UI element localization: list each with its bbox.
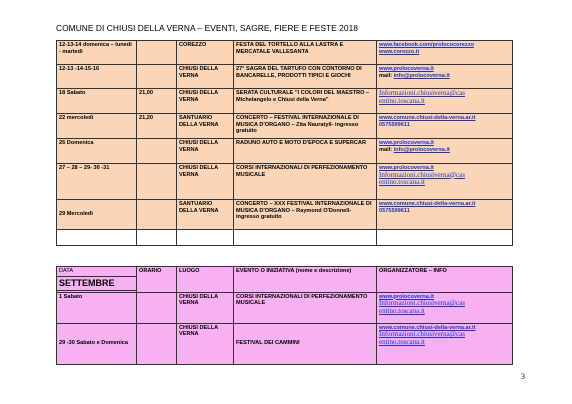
- event-place: CHIUSI DELLA VERNA: [177, 89, 234, 114]
- event-place: CHIUSI DELLA VERNA: [177, 323, 234, 364]
- page-title: COMUNE DI CHIUSI DELLA VERNA – EVENTI, SAGRE, FIERE E FESTE 2018: [56, 23, 358, 33]
- mail-label: mail:: [379, 72, 394, 79]
- event-description: CONCERTO – XXX FESTIVAL INTERNAZIONALE DI MUSICA D'ORGANO – Raymond O'Donnell- ingresso gratuito: [234, 200, 377, 230]
- website-link[interactable]: www.comune.chiusi-della-verna.ar.it: [379, 115, 476, 121]
- event-place: SANTUARIO DELLA VERNA: [177, 114, 234, 139]
- event-description: CORSI INTERNAZIONALI DI PERFEZIONAMENTO MUSICALE: [234, 164, 377, 200]
- event-organizer: [377, 164, 513, 200]
- event-organizer: [377, 292, 513, 323]
- event-description: SERATA CULTURALE "I COLORI DEL MAESTRO – Michelangelo e Chiusi della Verna": [234, 89, 377, 114]
- event-date: 27 – 28 – 29- 30 -31: [57, 164, 137, 200]
- table-row: [57, 41, 513, 65]
- header-event: EVENTO O INIZIATIVA (nome e descrizione): [234, 267, 377, 293]
- event-time: [137, 41, 177, 65]
- event-place: CHIUSI DELLA VERNA: [177, 164, 234, 200]
- website-link[interactable]: www.prolocoverna.it: [379, 140, 434, 146]
- event-description: 27° SAGRA DEL TARTUFO CON CONTORNO DI BANCARELLE, PRODOTTI TIPICI E GIOCHI: [234, 65, 377, 89]
- event-place: CHIUSI DELLA VERNA: [177, 139, 234, 164]
- event-description: FESTA DEL TORTELLO ALLA LASTRA E MERCATALE VALLESANTA: [234, 41, 377, 65]
- table-row: [57, 200, 513, 230]
- phone-number: 0575599611: [379, 121, 410, 128]
- event-description: CORSI INTERNAZIONALI DI PERFEZIONAMENTO MUSICALE: [234, 292, 377, 323]
- event-organizer: [377, 323, 513, 364]
- event-time: 21,20: [137, 114, 177, 139]
- date-column-label: DATA: [59, 268, 74, 274]
- agosto-events-table: [56, 40, 513, 246]
- phone-number: 0575599611: [379, 207, 410, 214]
- event-date: 18 Sabato: [57, 89, 137, 114]
- event-time: [137, 139, 177, 164]
- event-date: 26 Domenica: [57, 139, 137, 164]
- table-row: [57, 292, 513, 323]
- email-link[interactable]: Informazioni.chiusiverna@cas entino.toscana.it: [379, 170, 465, 187]
- header-date: [57, 267, 137, 293]
- event-date: 12-13-14 domenica – lunedì - martedì: [57, 41, 137, 65]
- website-link[interactable]: www.prolocoverna.it: [379, 293, 434, 300]
- event-time: [137, 292, 177, 323]
- website-link[interactable]: www.corezzo.it: [379, 48, 420, 55]
- website-link[interactable]: www.prolocoverna.it: [379, 66, 434, 72]
- table-row: [57, 230, 513, 246]
- email-link[interactable]: Informazioni.chiusiverna@cas entino.toscana.it: [379, 330, 465, 346]
- header-time: ORARIO: [137, 267, 177, 293]
- facebook-link[interactable]: www.facebook.com/prolococorezzo: [379, 42, 474, 48]
- event-organizer: [377, 41, 513, 65]
- website-link[interactable]: www.comune.chiusi-della-verna.ar.it: [379, 324, 476, 331]
- event-time: [137, 323, 177, 364]
- table-row: [57, 89, 513, 114]
- mail-label: mail:: [379, 146, 394, 153]
- event-organizer: [377, 114, 513, 139]
- table-row: [57, 164, 513, 200]
- event-date: 12-13 -14-15-16: [57, 65, 137, 89]
- email-link[interactable]: info@prolocoverna.it: [393, 72, 450, 79]
- event-time: 21,00: [137, 89, 177, 114]
- event-place: SANTUARIO DELLA VERNA: [177, 200, 234, 230]
- website-link[interactable]: www.comune.chiusi-della-verna.ar.it: [379, 201, 476, 207]
- event-date: 1 Sabato: [57, 292, 137, 323]
- table-row: [57, 139, 513, 164]
- month-label: SETTEMBRE: [57, 276, 136, 291]
- table-header-row: [57, 267, 513, 293]
- event-date: 22 mercoledì: [57, 114, 137, 139]
- event-place: CHIUSI DELLA VERNA: [177, 65, 234, 89]
- table-row: [57, 323, 513, 364]
- table-row: [57, 114, 513, 139]
- table-row: [57, 65, 513, 89]
- event-description: CONCERTO – FESTIVAL INTERNAZIONALE DI MUSICA D'ORGANO – Zita Nauratyil- ingresso gratuito: [234, 114, 377, 139]
- website-link[interactable]: www.prolocoverna.it: [379, 165, 434, 171]
- email-link[interactable]: info@prolocoverna.it: [393, 146, 450, 153]
- email-link[interactable]: Informazioni.chiusiverna@cas entino.toscana.it: [379, 89, 465, 105]
- event-description: RADUNO AUTO E MOTO D'EPOCA E SUPERCAR: [234, 139, 377, 164]
- header-organizer: ORGANIZZATORE – INFO: [377, 267, 513, 293]
- page-number: 3: [521, 372, 525, 381]
- event-date: 29 -30 Sabato e Domenica: [57, 323, 137, 364]
- event-organizer: [377, 200, 513, 230]
- event-place: CHIUSI DELLA VERNA: [177, 292, 234, 323]
- event-place: COREZZO: [177, 41, 234, 65]
- event-time: [137, 65, 177, 89]
- event-organizer: [377, 139, 513, 164]
- email-link[interactable]: Informazioni.chiusiverna@cas entino.toscana.it: [379, 299, 465, 315]
- event-description: FESTIVAL DEI CAMMINI: [234, 323, 377, 364]
- event-organizer: [377, 89, 513, 114]
- event-date: 29 Mercoledì: [57, 200, 137, 230]
- event-time: [137, 200, 177, 230]
- event-time: [137, 164, 177, 200]
- settembre-events-table: [56, 266, 513, 365]
- header-place: LUOGO: [177, 267, 234, 293]
- event-organizer: [377, 65, 513, 89]
